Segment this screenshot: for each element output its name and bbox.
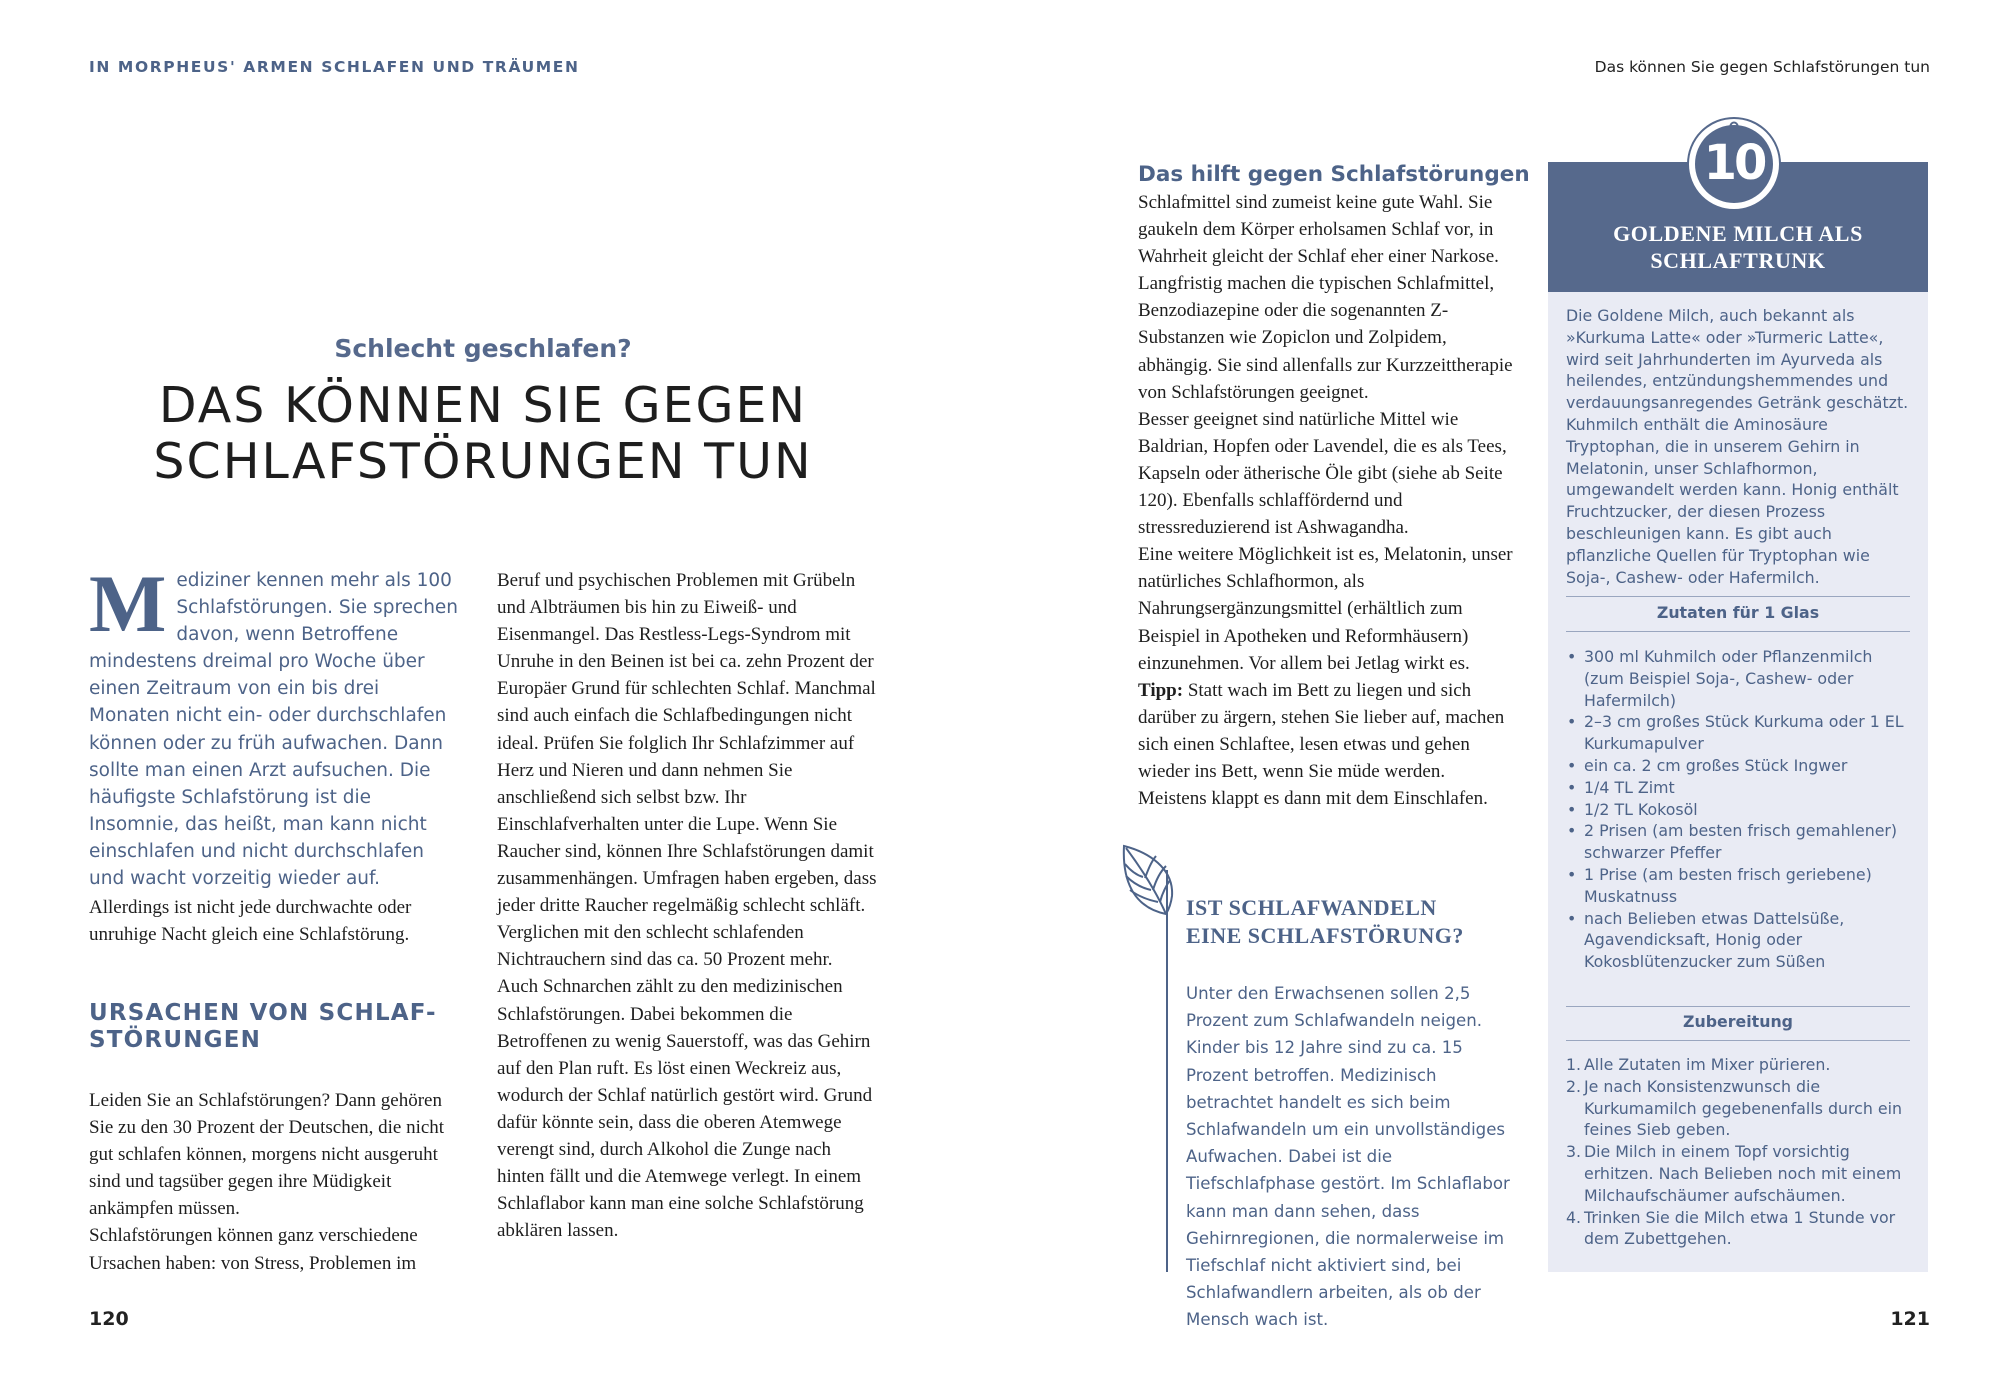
intro-paragraph — [89, 558, 459, 892]
divider — [1566, 1006, 1910, 1007]
intro-text: ediziner kennen mehr als 100 Schlafstörungen. Sie sprechen davon, wenn Betroffene mindestens dreimal pro Woche über einen Zeitraum von ein bis drei Monaten nicht ein- oder durchschlafen können oder zu früh aufwachen. Dann sollte man einen Arzt aufsuchen. Die häufigste Schlafstörung ist die Insomnie, das heißt, man kann nicht einschlafen und nicht durchschlafen und wacht vorzeitig wieder auf. — [89, 570, 459, 890]
paragraph-tipp — [1138, 677, 1518, 812]
list-item — [1566, 1141, 1912, 1206]
paragraph-natuerliche-mittel: Besser geeignet sind natürliche Mittel wie Baldrian, Hopfen oder Lavendel, die es als Tees, Kapseln oder ätherische Öle gibt (siehe ab Seite 120). Ebenfalls schlaffördernd und stressreduzierend ist Ashwagandha. — [1138, 408, 1507, 539]
list-item — [1566, 1054, 1912, 1076]
leaf-icon — [1118, 838, 1180, 918]
recipe-intro-p2: Kuhmilch enthält die Aminosäure Tryptophan, die in unserem Gehirn in Melatonin, unser Schlafhormon, umgewandelt werden kann. Honig enthält Fruchtzucker, der diesen Prozess beschleunigen kann. Es gibt auch pflanzliche Quellen für Tryptophan wie Soja-, Cashew- oder Hafermilch. — [1566, 414, 1899, 587]
divider — [1566, 631, 1910, 632]
list-item: • 300 ml Kuhmilch oder Pflanzenmilch (zum Beispiel Soja-, Cashew- oder Hafermilch) — [1566, 646, 1912, 711]
list-item: • 1 Prise (am besten frisch geriebene) Muskatnuss — [1566, 864, 1912, 908]
recipe-title-line2: SCHLAFTRUNK — [1650, 248, 1826, 273]
chapter-kicker: Schlecht geschlafen? — [334, 334, 632, 363]
paragraph-ursachen: Schlafstörungen können ganz verschiedene Ursachen haben: von Stress, Problemen im — [89, 1225, 418, 1274]
step-number: 3. — [1566, 1142, 1582, 1162]
running-head-left: IN MORPHEUS' ARMEN SCHLAFEN UND TRÄUMEN — [89, 58, 580, 76]
tipp-label: Tipp: — [1138, 679, 1184, 701]
step-text: Trinken Sie die Milch etwa 1 Stunde vor dem Zubettgehen. — [1584, 1207, 1896, 1249]
badge-number: 10 — [1703, 135, 1765, 191]
sidebar-heading-schlafwandeln-line2: EINE SCHLAFSTÖRUNG? — [1186, 923, 1464, 948]
paragraph-melatonin: Eine weitere Möglichkeit ist es, Melatonin, unser natürliches Schlafhormon, als Nahrungsergänzungsmittel (erhältlich zum Beispiel in Apotheken und Reformhäusern) einzunehmen. Vor allem bei Jetlag wirkt es. — [1138, 544, 1513, 674]
page-number-left: 120 — [89, 1308, 129, 1330]
paragraph-schlafmittel: Schlafmittel sind zumeist keine gute Wahl. Sie gaukeln dem Körper erholsamen Schlaf vor, in Wahrheit gleicht der Schlaf eher einer Narkose. Langfristig machen die typischen Schlafmittel, Benzodiazepine oder die sogenannten Z-Substanzen wie Zopiclon und Zolpidem, abhängig. Sie sind allenfalls zur Kurzzeittherapie von Schlafstörungen geeignet. — [1138, 192, 1513, 403]
step-text: Alle Zutaten im Mixer pürieren. — [1584, 1055, 1831, 1074]
step-number: 2. — [1566, 1076, 1582, 1096]
page-title-line2: SCHLAFSTÖRUNGEN TUN — [153, 433, 813, 490]
drop-cap: M — [89, 558, 167, 649]
section-heading-ursachen-line2: STÖRUNGEN — [89, 1027, 262, 1053]
tipp-text: Statt wach im Bett zu liegen und sich darüber zu ärgern, stehen Sie lieber auf, machen sich einen Schlaftee, lesen etwas und gehen wieder ins Bett, wenn Sie müde werden. Meistens klappt es dann mit dem Einschlafen. — [1138, 679, 1505, 810]
column2-body — [497, 567, 882, 1244]
sidebar-heading-schlafwandeln — [1186, 894, 1506, 950]
paragraph-allerdings: Allerdings ist nicht jede durchwachte oder unruhige Nacht gleich eine Schlafstörung. — [89, 897, 412, 946]
paragraph-schnarchen: Auch Schnarchen zählt zu den medizinischen Schlafstörungen. Dabei bekommen die Betroffenen zu wenig Sauerstoff, was das Gehirn auf den Plan ruft. Es löst einen Weckreiz aus, wodurch der Schlaf natürlich gestört wird. Grund dafür könnte sein, dass die oberen Atemwege verengt sind, durch Alkohol die Zunge nach hinten fällt und die Atemwege verlegt. In einem Schlaflabor kann man eine solche Schlafstörung abklären lassen. — [497, 976, 873, 1242]
list-item: • ein ca. 2 cm großes Stück Ingwer — [1566, 755, 1912, 777]
column1-body — [89, 1087, 469, 1277]
recipe-title — [1548, 220, 1928, 274]
leaf-stem-line — [1166, 870, 1168, 1272]
section-heading-ursachen — [89, 1000, 469, 1054]
divider — [1566, 1040, 1910, 1041]
paragraph-leiden: Leiden Sie an Schlafstörungen? Dann gehören Sie zu den 30 Prozent der Deutschen, die nicht gut schlafen können, morgens nicht ausgeruht sind und tagsüber gegen ihre Müdigkeit ankämpfen müssen. — [89, 1090, 445, 1220]
recipe-title-line1: GOLDENE MILCH ALS — [1613, 221, 1863, 246]
list-item: • 2 Prisen (am besten frisch gemahlener) schwarzer Pfeffer — [1566, 820, 1912, 864]
page-title-line1: DAS KÖNNEN SIE GEGEN — [158, 377, 808, 434]
step-text: Je nach Konsistenzwunsch die Kurkumamilch gegebenenfalls durch ein feines Sieb geben. — [1584, 1076, 1902, 1140]
sidebar-heading-schlafwandeln-line1: IST SCHLAFWANDELN — [1186, 895, 1437, 920]
steps-list — [1566, 1054, 1912, 1250]
recipe-intro-p1: Die Goldene Milch, auch bekannt als »Kurkuma Latte« oder »Turmeric Latte«, wird seit Jahrhunderten im Ayurveda als heilendes, entzündungshemmendes und verdauungsanregendes Getränk geschätzt. — [1566, 306, 1909, 413]
column3-body — [1138, 189, 1518, 812]
sidebar-text-schlafwandeln: Unter den Erwachsenen sollen 2,5 Prozent zum Schlafwandeln neigen. Kinder bis 12 Jahre sind zu ca. 15 Prozent betroffen. Medizinisch betrachtet handelt es sich beim Schlafwandeln um ein unvollständiges Aufwachen. Dabei ist die Tiefschlafphase gestört. Im Schlaflabor kann man dann sehen, dass Gehirnregionen, die normalerweise im Tiefschlaf nicht aktiviert sind, bei Schlafwandlern arbeiten, als ob der Mensch wach ist. — [1186, 984, 1510, 1330]
divider — [1566, 596, 1910, 597]
section-heading-ursachen-line1: URSACHEN VON SCHLAF- — [89, 1000, 437, 1026]
stopwatch-crown-icon — [1726, 121, 1742, 133]
list-item — [1566, 1076, 1912, 1141]
ingredients-list — [1566, 646, 1912, 973]
step-number: 4. — [1566, 1207, 1582, 1227]
steps-heading: Zubereitung — [1683, 1012, 1793, 1031]
recipe-intro — [1566, 305, 1912, 588]
section-heading-hilft: Das hilft gegen Schlafstörungen — [1138, 162, 1530, 187]
page-number-right: 121 — [1890, 1308, 1930, 1330]
list-item: • 2–3 cm großes Stück Kurkuma oder 1 EL Kurkumapulver — [1566, 711, 1912, 755]
list-item: • 1/2 TL Kokosöl — [1566, 799, 1912, 821]
running-head-right: Das können Sie gegen Schlafstörungen tun — [1594, 58, 1930, 76]
page-title — [88, 378, 878, 490]
ingredients-heading: Zutaten für 1 Glas — [1656, 603, 1820, 622]
list-item: • nach Belieben etwas Dattelsüße, Agavendicksaft, Honig oder Kokosblütenzucker zum Süßen — [1566, 908, 1912, 973]
paragraph-beruf: Beruf und psychischen Problemen mit Grübeln und Albträumen bis hin zu Eiweiß- und Eisenmangel. Das Restless-Legs-Syndrom mit Unruhe in den Beinen ist bei ca. zehn Prozent der Europäer Grund für schlechten Schlaf. Manchmal sind auch einfach die Schlafbedingungen nicht ideal. Prüfen Sie folglich Ihr Schlafzimmer auf Herz und Nieren und dann nehmen Sie anschließend sich selbst bzw. Ihr Einschlafverhalten unter die Lupe. Wenn Sie Raucher sind, können Ihre Schlafstörungen damit zusammenhängen. Umfragen haben ergeben, dass jeder dritte Raucher regelmäßig schlecht schläft. Verglichen mit den schlecht schlafenden Nichtrauchern sind das ca. 50 Prozent mehr. — [497, 570, 877, 971]
step-text: Die Milch in einem Topf vorsichtig erhitzen. Nach Belieben noch mit einem Milchaufschäumer aufschäumen. — [1584, 1142, 1902, 1205]
step-number: 1. — [1566, 1055, 1582, 1074]
list-item: • 1/4 TL Zimt — [1566, 777, 1912, 799]
list-item — [1566, 1207, 1912, 1251]
